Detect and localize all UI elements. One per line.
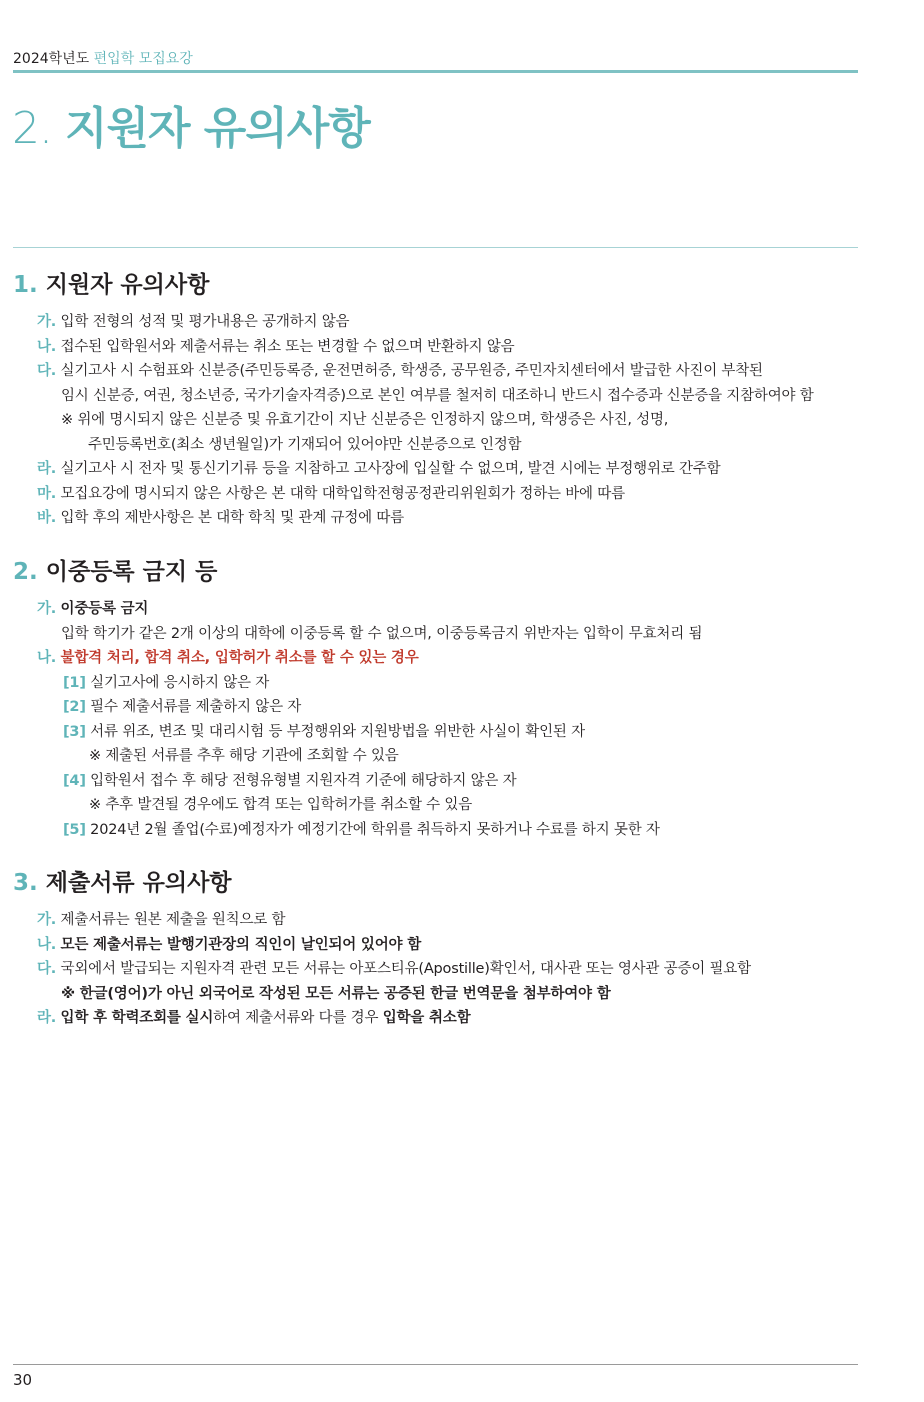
item-text-warning: 불합격 처리, 합격 취소, 입학허가 취소를 할 수 있는 경우 [60,650,419,666]
item-text: 국외에서 발급되는 지원자격 관련 모든 서류는 아포스티유(Apostille)확인서, 대사관 또는 영사관 공증이 필요함 [60,961,751,977]
item-text: 이중등록 금지 [60,601,149,617]
item-text-bold: 입학 후 학력조회를 실시 [60,1010,214,1026]
chapter-title [12,92,370,156]
item-text: 접수된 입학원서와 제출서류는 취소 또는 변경할 수 없으며 반환하지 않음 [60,338,515,355]
item-marker: 라. [37,461,57,477]
item-marker: 바. [37,510,57,526]
header-rule [13,70,858,73]
list-item [13,335,873,360]
chapter-divider [13,247,858,248]
list-item [13,506,873,531]
item-text: 입학 후의 제반사항은 본 대학 학칙 및 관계 규정에 따름 [60,510,404,526]
header-title: 편입학 모집요강 [93,51,193,67]
item-marker: [2] [63,699,86,715]
sub-list-item [13,818,873,843]
item-text: 하여 제출서류와 다를 경우 [213,1010,383,1026]
chapter-number: 2. [12,103,65,154]
page-number: 30 [13,1371,33,1389]
section-title: 지원자 유의사항 [45,272,210,298]
list-item [13,597,873,622]
list-item [13,646,873,671]
item-marker: 가. [37,314,57,330]
item-marker: 다. [37,961,57,977]
item-marker: 나. [37,650,57,666]
item-text: 입학원서 접수 후 해당 전형유형별 지원자격 기준에 해당하지 않은 자 [90,772,517,789]
list-item [13,933,873,958]
list-item [13,310,873,335]
item-marker: 다. [37,363,57,379]
list-item [13,457,873,482]
chapter-heading: 지원자 유의사항 [64,103,370,154]
item-marker: 마. [37,485,57,502]
item-marker: [4] [63,772,86,789]
item-marker: 나. [37,936,57,953]
item-text: 필수 제출서류를 제출하지 않은 자 [90,699,302,715]
document-header [13,48,193,68]
section-title: 이중등록 금지 등 [45,559,218,585]
list-item [13,908,873,933]
item-text: 실기고사에 응시하지 않은 자 [90,674,270,691]
sub-list-item [13,671,873,696]
section-document-notes [13,868,873,1031]
item-text-bold: 입학을 취소함 [382,1010,471,1026]
list-item-continuation: 입학 학기가 같은 2개 이상의 대학에 이중등록 할 수 없으며, 이중등록금지 위반자는 입학이 무효처리 됨 [61,625,703,642]
item-marker: 가. [37,912,57,928]
footer-rule [13,1364,858,1365]
section-title: 제출서류 유의사항 [45,870,232,896]
sub-list-note: ※ 추후 발견될 경우에도 합격 또는 입학허가를 취소할 수 있음 [89,797,472,813]
list-note: ※ 한글(영어)가 아닌 외국어로 작성된 모든 서류는 공증된 한글 번역문을 첨부하여야 함 [61,985,611,1002]
item-text: 입학 전형의 성적 및 평가내용은 공개하지 않음 [60,314,350,330]
sub-list-item [13,695,873,720]
item-marker: 가. [37,601,57,617]
list-item [13,359,873,384]
section-heading [13,868,873,898]
list-item [13,482,873,507]
section-number: 1. [13,272,38,298]
sub-list-item [13,769,873,794]
item-marker: 라. [37,1010,57,1026]
item-marker: [1] [63,674,86,691]
item-text: 실기고사 시 전자 및 통신기기류 등을 지참하고 고사장에 입실할 수 없으며, 발견 시에는 부정행위로 간주함 [60,461,721,477]
list-item [13,957,873,982]
sub-list-item [13,720,873,745]
item-text: 모집요강에 명시되지 않은 사항은 본 대학 대학입학전형공정관리위원회가 정하는 바에 따름 [60,485,625,502]
item-text: 제출서류는 원본 제출을 원칙으로 함 [60,912,286,928]
section-number: 3. [13,870,38,896]
item-marker: [3] [63,723,86,740]
list-note-continuation: 주민등록번호(최소 생년월일)가 기재되어 있어야만 신분증으로 인정함 [88,436,522,453]
section-heading [13,557,873,587]
list-note: ※ 위에 명시되지 않은 신분증 및 유효기간이 지난 신분증은 인정하지 않으며, 학생증은 사진, 성명, [61,412,669,428]
section-heading [13,270,873,300]
item-marker: 나. [37,338,57,355]
sub-list-note: ※ 제출된 서류를 추후 해당 기관에 조회할 수 있음 [89,748,399,764]
section-number: 2. [13,559,38,585]
item-text: 2024년 2월 졸업(수료)예정자가 예정기간에 학위를 취득하지 못하거나 수료를 하지 못한 자 [90,821,660,838]
item-text: 모든 제출서류는 발행기관장의 직인이 날인되어 있어야 함 [60,936,422,953]
item-marker: [5] [63,821,86,838]
section-double-registration [13,557,873,842]
section-applicant-notes [13,270,873,531]
item-text: 실기고사 시 수험표와 신분증(주민등록증, 운전면허증, 학생증, 공무원증, 주민자치센터에서 발급한 사진이 부착된 [60,363,763,379]
list-item [13,1006,873,1031]
item-text: 서류 위조, 변조 및 대리시험 등 부정행위와 지원방법을 위반한 사실이 확인된 자 [90,723,585,740]
list-item-continuation: 임시 신분증, 여권, 청소년증, 국가기술자격증)으로 본인 여부를 철저히 대조하니 반드시 접수증과 신분증을 지참하여야 함 [61,387,814,404]
header-year: 2024학년도 [13,51,94,67]
